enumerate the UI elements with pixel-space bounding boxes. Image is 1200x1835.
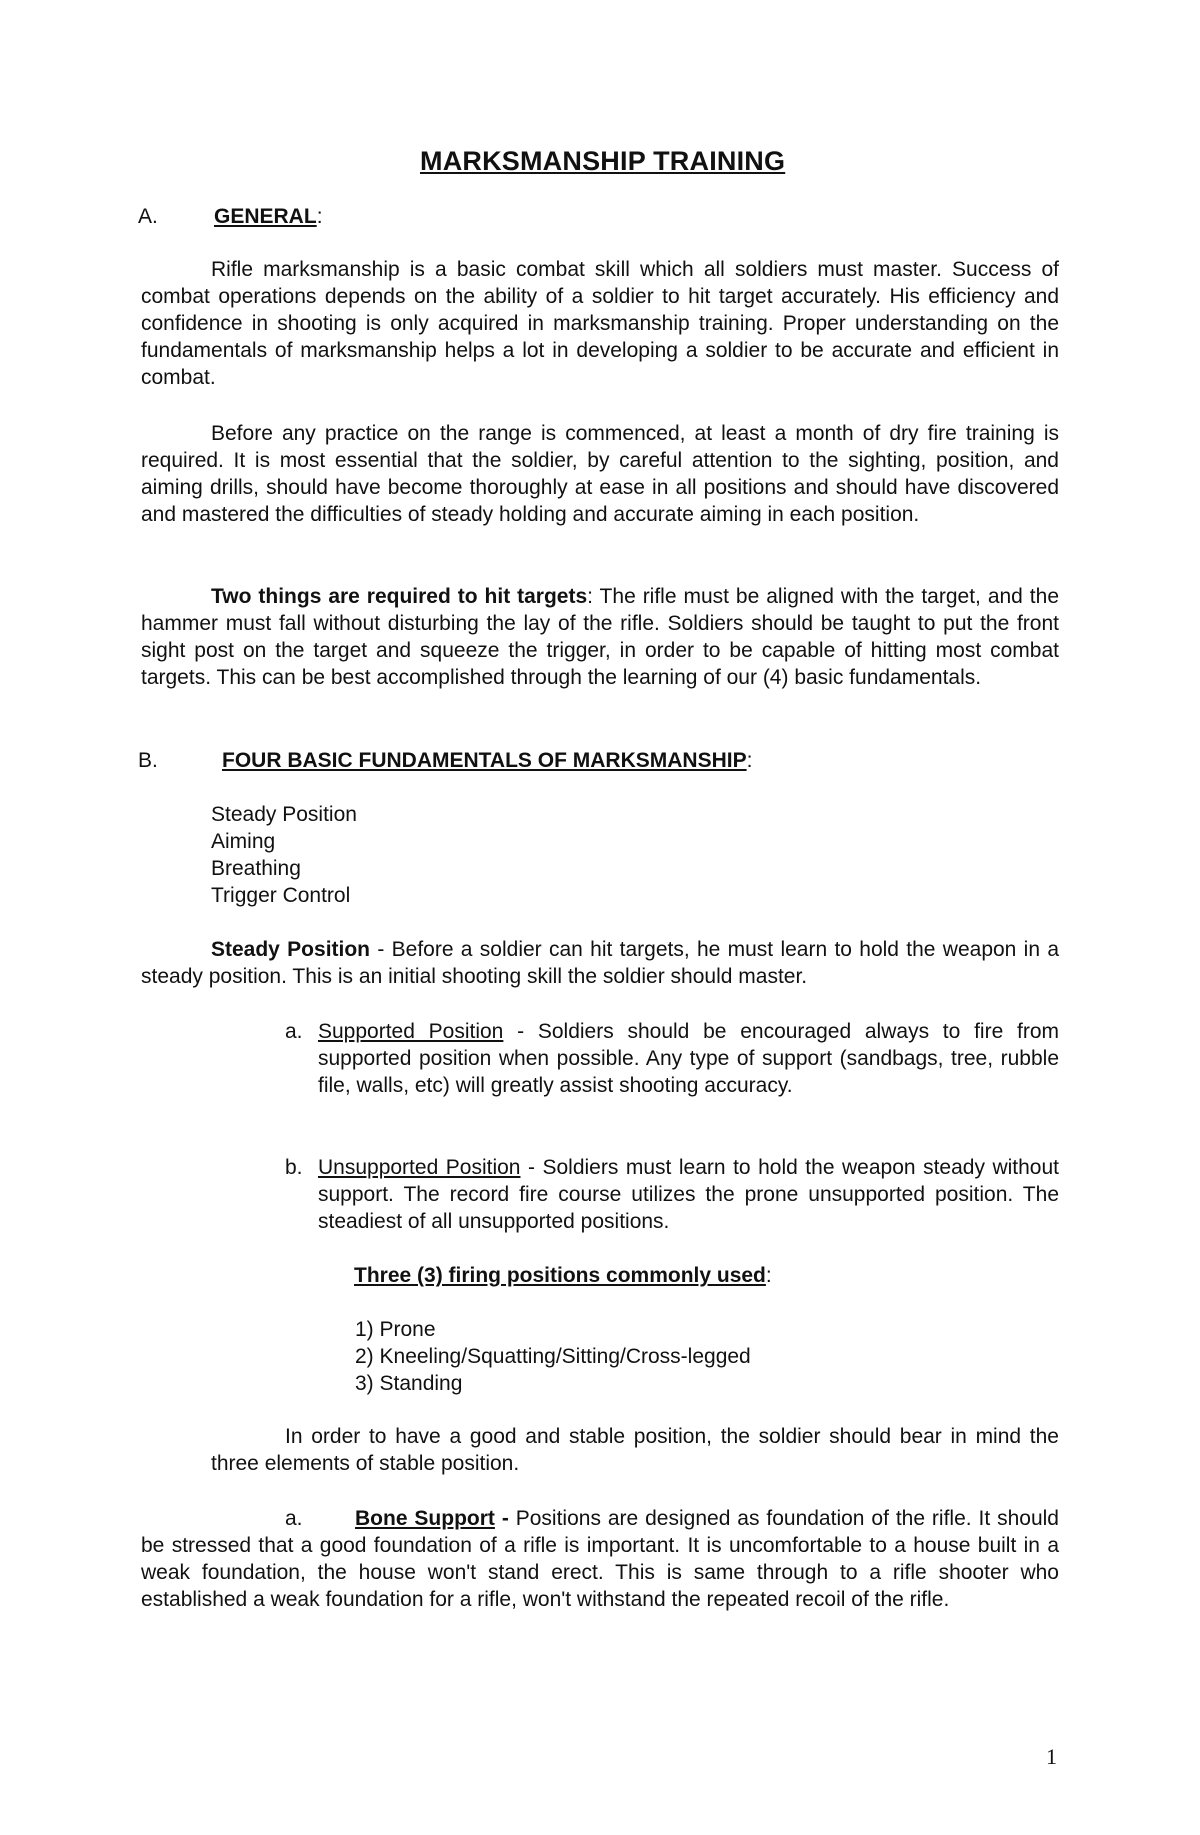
section-b-letter: B. xyxy=(138,749,158,772)
unsupported-position-paragraph xyxy=(318,1154,1059,1235)
supported-position-paragraph xyxy=(318,1018,1059,1099)
section-b-heading: FOUR BASIC FUNDAMENTALS OF MARKSMANSHIP xyxy=(222,749,747,772)
page-number: 1 xyxy=(1046,1744,1057,1769)
steady-position-paragraph xyxy=(141,936,1059,990)
bone-support-title: Bone Support xyxy=(355,1507,495,1530)
general-paragraph-2-text: Before any practice on the range is commenced, at least a month of dry fire training is required. It is most essential that the soldier, by careful attention to the sighting, position, and aiming drills, should have become thoroughly at ease in all positions and should have discovered and mastered the difficulties of steady holding and accurate aiming in each position. xyxy=(141,422,1059,526)
general-paragraph-1: Rifle marksmanship is a basic combat skill which all soldiers must master. Success of combat operations depends on the ability of a soldier to hit target accurately. His efficiency and confidence in shooting is only acquired in marksmanship training. Proper understanding on the fundamentals of marksmanship helps a lot in developing a soldier to be accurate and efficient in combat. xyxy=(141,258,1059,389)
bone-support-dash: - xyxy=(494,1507,516,1530)
section-a-heading-wrap xyxy=(214,203,323,230)
firing-positions-heading: Three (3) firing positions commonly used xyxy=(354,1264,766,1287)
supported-position-title: Supported Position xyxy=(318,1020,504,1043)
bone-support-text: Positions are designed as foundation of the rifle. It should be stressed that a good foundation of a rifle is important. It is uncomfortable to a house built in a weak foundation, the house won't stand erect. This is same through to a rifle shooter who established a weak foundation for a rifle, won't withstand the repeated recoil of the rifle. xyxy=(141,1507,1059,1611)
list-item: Breathing xyxy=(211,857,301,880)
firing-positions-colon: : xyxy=(765,1264,772,1287)
general-paragraph-2 xyxy=(141,420,1059,528)
section-a-colon: : xyxy=(316,205,323,228)
list-item: 2) Kneeling/Squatting/Sitting/Cross-legged xyxy=(355,1345,751,1368)
steady-position-text: - Before a soldier can hit targets, he must learn to hold the weapon in a steady position. This is an initial shooting skill the soldier should master. xyxy=(141,938,1060,988)
list-item: Trigger Control xyxy=(211,884,351,907)
list-item: 1) Prone xyxy=(355,1318,436,1341)
bone-support-paragraph xyxy=(141,1505,1059,1613)
unsupported-position-text: - Soldiers must learn to hold the weapon steady without support. The record fire course utilizes the prone unsupported position. The steadiest of all unsupported positions. xyxy=(318,1156,1059,1233)
section-b-heading-wrap xyxy=(222,747,752,774)
list-item: 3) Standing xyxy=(355,1372,463,1395)
supported-letter: a. xyxy=(285,1020,303,1043)
unsupported-position-title: Unsupported Position xyxy=(318,1156,521,1179)
page-title: MARKSMANSHIP TRAINING xyxy=(420,146,786,176)
general-paragraph-3-text: : The rifle must be aligned with the target, and the hammer must fall without disturbing the lay of the rifle. Soldiers should be taught to put the front sight post on the target and squeeze the trigger, in order to be capable of hitting most combat targets. This can be best accomplished through the learning of our (4) basic fundamentals. xyxy=(141,585,1059,689)
steady-position-term: Steady Position xyxy=(211,938,371,961)
section-b-colon: : xyxy=(746,749,753,772)
stable-position-intro: In order to have a good and stable position, the soldier should bear in mind the three elements of stable position. xyxy=(211,1425,1059,1475)
unsupported-letter: b. xyxy=(285,1156,303,1179)
firing-positions-list xyxy=(355,1316,751,1397)
firing-positions-heading-wrap xyxy=(354,1262,772,1289)
section-a-letter: A. xyxy=(138,205,158,228)
supported-position-text: - Soldiers should be encouraged always to fire from supported position when possible. Any type of support (sandbags, tree, rubble file, walls, etc) will greatly assist shooting accuracy. xyxy=(318,1020,1059,1097)
fundamentals-list xyxy=(211,801,357,909)
general-paragraph-3 xyxy=(141,583,1059,691)
section-a-heading: GENERAL xyxy=(214,205,317,228)
list-item: Steady Position xyxy=(211,803,357,826)
list-item: Aiming xyxy=(211,830,276,853)
two-things-required: Two things are required to hit targets xyxy=(211,585,588,608)
bone-support-letter: a. xyxy=(285,1507,303,1530)
